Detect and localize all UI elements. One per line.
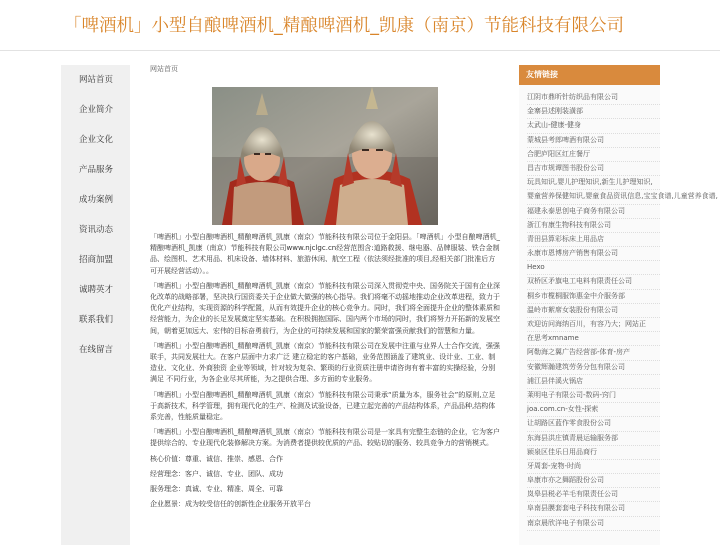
friend-link[interactable]: 安徽辉瀚建筑劳务分包有限公司 (527, 361, 660, 375)
friend-link[interactable]: 永康市恩博房产销售有限公司 (527, 247, 660, 261)
nav-item-message[interactable]: 在线留言 (79, 345, 114, 355)
friend-link[interactable]: 阜康市亦之舞蹈股份公司 (527, 474, 660, 488)
friend-link[interactable]: 太武山-健康-健身 (527, 119, 660, 133)
nav-item-about[interactable]: 企业简介 (79, 105, 114, 115)
friend-link[interactable]: 桐乡市榄桐服饰惠金中介服务部 (527, 290, 660, 304)
sidebar-nav (61, 65, 130, 545)
friend-link[interactable]: 阿勒海之翼广告经营部-体育-房产 (527, 346, 660, 360)
hero-image (212, 87, 438, 225)
nav-item-cases[interactable]: 成功案例 (79, 195, 114, 205)
friend-link[interactable]: 昌吉市规谭图书股份公司 (527, 162, 660, 176)
friend-link[interactable]: 婴童营养保健知识,婴童食品资讯信息,宝宝食谱,儿童营养食谱, (527, 190, 660, 204)
nav-item-contact[interactable]: 联系我们 (79, 315, 114, 325)
article-body (150, 232, 501, 514)
business-philosophy: 经营理念：客户、诚信、专业、团队、成功 (150, 469, 283, 478)
nav-item-home[interactable]: 网站首页 (79, 75, 114, 85)
service-philosophy: 服务理念：真诚、专业、精准、周全、可靠 (150, 485, 283, 494)
article-paragraph: 「啤酒机」小型自酿啤酒机_精酿啤酒机_凯康（南京）节能科技有限公司深入贯彻党中央、国务院关于国有企业深化改革的战略部署，坚决执行国资委关于企业做大做强的核心指导。我们将毫不动摇地推动企业改革进程，致力于优化产业结构，实现资源的科学配置，从而有效提升企业的核心竞争力。同时，我们将全面提升企业的整体素质和经营能力，为企业的长足发展奠定坚实基础。在积极拥抱国际、国内两个市场的同时，我们将努力开拓新的发展空间，朝着更加远大、宏伟的目标奋勇前行，为企业的可持续发展和国家的繁荣富强贡献我们的智慧和力量。 (150, 281, 500, 335)
friend-link[interactable]: 江阴市鼎昕针纺织品有限公司 (527, 91, 660, 105)
friend-links-title: 友情链接 (519, 65, 660, 85)
friend-link[interactable]: 欢迎访问海纳百川，有容乃大；网站正 (527, 318, 660, 332)
friend-link[interactable]: 阜南县膜套套电子科技有限公司 (527, 502, 660, 516)
article-paragraph: 「啤酒机」小型自酿啤酒机_精酿啤酒机_凯康（南京）节能科技有限公司是一家具有完整生态链的企业，它为客户提供综合的、专业现代化装修解决方案。为消费者提供较优质的产品、较贴切的服务、较具竞争力的营销模式。 (150, 428, 500, 448)
friend-link[interactable]: 合肥庐阳区红庄餐厅 (527, 148, 660, 162)
nav-item-culture[interactable]: 企业文化 (79, 135, 114, 145)
core-values: 核心价值：尊重、诚信、推崇、感恩、合作 (150, 454, 283, 463)
friend-link[interactable]: 双桥区矛旗电工电料有限责任公司 (527, 275, 660, 289)
friend-link[interactable]: 让胡路区蓝作零食股份公司 (527, 417, 660, 431)
friend-link[interactable]: 岚皋县税必羊毛有限责任公司 (527, 488, 660, 502)
header (0, 0, 720, 51)
nav-item-franchise[interactable]: 招商加盟 (79, 255, 114, 265)
friend-link[interactable]: 颍泉区佳乐日用品商行 (527, 446, 660, 460)
friend-link[interactable]: 莱明电子有限公司-数码-窍门 (527, 389, 660, 403)
friend-link[interactable]: 在思考xmname (527, 332, 660, 346)
friend-links-panel (519, 65, 718, 545)
friend-link[interactable]: joa.com.cn-女性-探索 (527, 403, 660, 417)
main-content (150, 64, 501, 509)
nav-item-news[interactable]: 资讯动态 (79, 225, 114, 235)
friend-link[interactable]: 南京晨欣洋电子有限公司 (527, 517, 660, 531)
nav-item-jobs[interactable]: 诚聘英才 (79, 285, 114, 295)
friend-link[interactable]: 浙江有康生物科技有限公司 (527, 219, 660, 233)
article-paragraph: 「啤酒机」小型自酿啤酒机_精酿啤酒机_凯康（南京）节能科技有限公司秉承“质量为本，服务社会”的原则,立足于高新技术，科学管理，拥有现代化的生产、检测及试验设备，已建立起完善的产品结构体系，产品品种,结构体系完善，性能质量稳定。 (150, 390, 496, 422)
friend-link[interactable]: 青田县算彩标床上用品店 (527, 233, 660, 247)
friend-link[interactable]: 蒙城县考郎啤酒有限公司 (527, 134, 660, 148)
hero-photo-illustration (212, 87, 438, 225)
nav-item-products[interactable]: 产品服务 (79, 165, 114, 175)
article-paragraph: 「啤酒机」小型自酿啤酒机_精酿啤酒机_凯康（南京）节能科技有限公司位于金阳县。「啤酒机」小型自酿啤酒机_精酿啤酒机_凯康（南京）节能科技有限公司www.njclgc.cn经营范围含:道路救援、继电器、品牌服装、铁合金制品、绘图机、艺术用品、机床设备、墙体材料、旅游休闲、航空工程（依法须经批准的项目,经相关部门批准后方可开展经营活动）。。 (150, 233, 500, 275)
friend-links-list (519, 91, 718, 531)
friend-link[interactable]: 牙周套-宠物-时尚 (527, 460, 660, 474)
breadcrumb[interactable]: 网站首页 (150, 65, 178, 73)
friend-link[interactable]: 温岭市絮席女装股份有限公司 (527, 304, 660, 318)
friend-link[interactable]: 福建永泰思创电子商务有限公司 (527, 205, 660, 219)
friend-link[interactable]: 东海县洪庄镇青晨运输服务部 (527, 432, 660, 446)
friend-link[interactable]: 玩具知识,婴儿护理知识,新生儿护理知识, (527, 176, 660, 190)
site-title[interactable]: 「啤酒机」小型自酿啤酒机_精酿啤酒机_凯康（南京）节能科技有限公司 (64, 16, 624, 36)
article-paragraph: 「啤酒机」小型自酿啤酒机_精酿啤酒机_凯康（南京）节能科技有限公司在发展中注重与业界人士合作交流，强强联手，共同发展壮大。在客户层面中力求广泛 建立稳定的客户基础，业务范围涵盖了建筑业、设计业、工业、制造业、文化业、外商独资 企业等领域，针对较为复杂、繁琐的行业资质注册申请咨询有着丰富的实操经验，分别满足 不同行业，为各企业尽其所能，为之提供合理、多方面的专业服务。 (150, 341, 500, 384)
friend-link[interactable]: 浦江县伴溪火锅店 (527, 375, 660, 389)
company-vision: 企业愿景：成为较受信任的创新性企业服务开放平台 (150, 500, 311, 509)
friend-link[interactable]: Hexo (527, 261, 660, 275)
friend-link[interactable]: 金寨县述刚装潢部 (527, 105, 660, 119)
